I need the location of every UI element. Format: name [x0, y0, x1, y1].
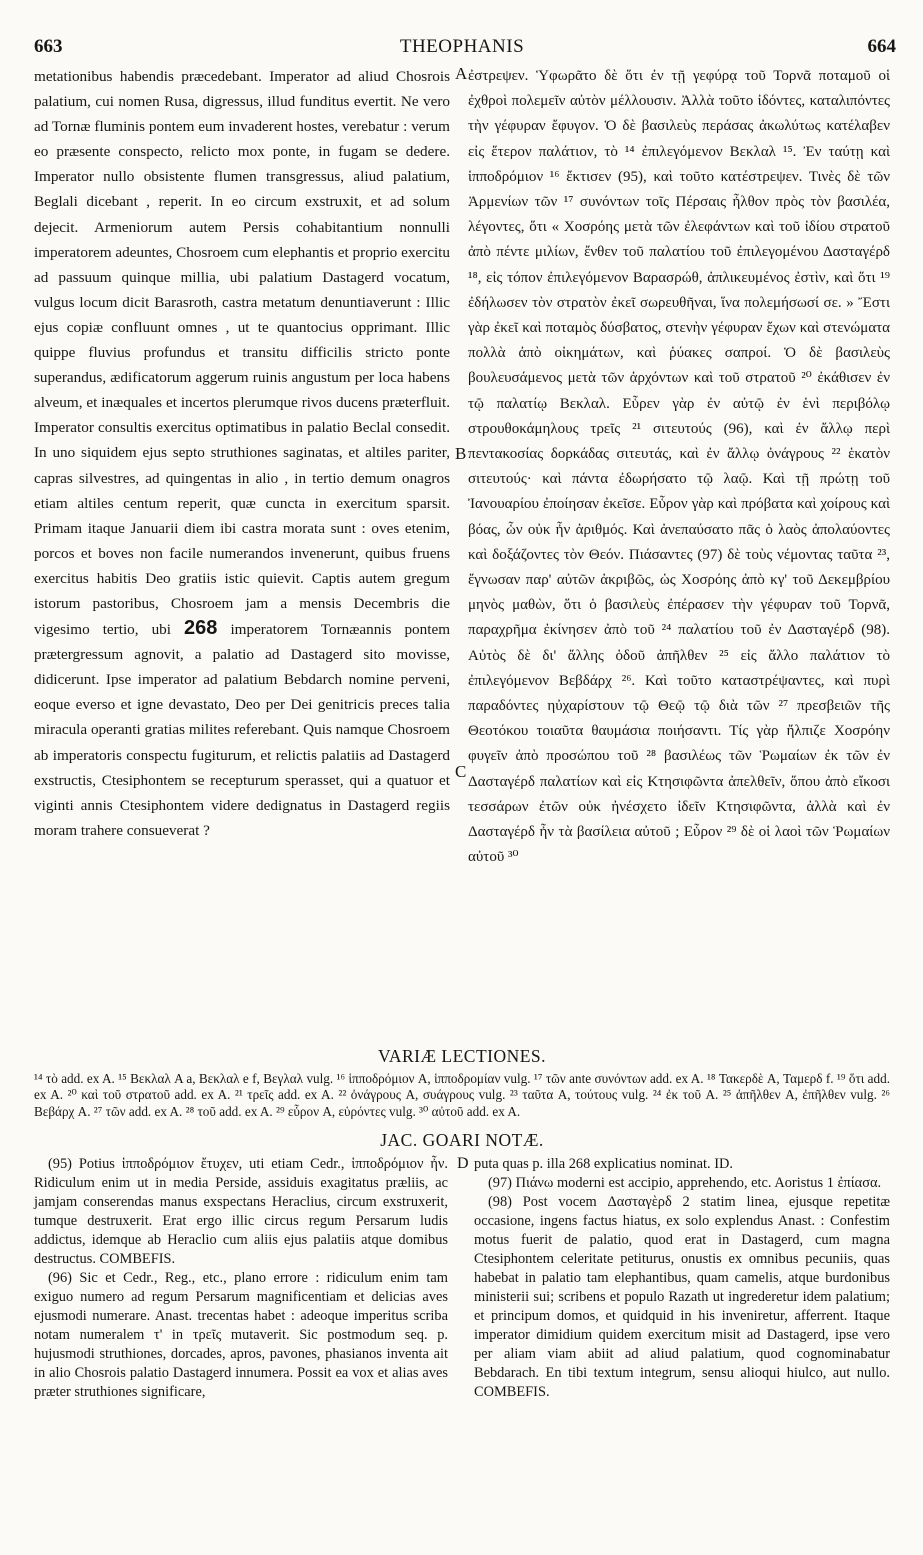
- greek-paragraph: ἐστρεψεν. Ὑφωρᾶτο δὲ ὅτι ἐν τῇ γεφύρᾳ τοῦ Τορνᾶ ποταμοῦ οἱ ἐχθροὶ πολεμεῖν αὐτὸν μέλλουσιν. Ἀλλὰ τοῦτο ἰδόντες, καταλιπόντες τὴν γέφυραν ἔφυγον. Ὁ δὲ βασιλεὺς περάσας ἀκωλύτως κατέλαβεν εἰς ἕτερον παλάτιον, τὸ ¹⁴ ἐπιλεγόμενον Βεκλαλ ¹⁵. Ἐν ταύτῃ καὶ ἱπποδρόμιον ¹⁶ ἔκτισεν (95), καὶ τοῦτο κατέστρεψεν. Τινὲς δὲ τῶν Ἀρμενίων τῶν ¹⁷ συνόντων τοῖς Πέρσαις ἦλθον πρὸς τὸν βασιλέα, λέγοντες, ὅτι « Χοσρόης μετὰ τῶν ἐλεφάντων καὶ τοῦ ἰδίου στρατοῦ ἀπὸ πέντε μιλίων, ἔνθεν τοῦ παλατίου τοῦ ἐπιλεγομένου Δασταγέρδ ¹⁸, εἰς τόπον ἐπιλεγόμενον Βαρασρώθ, ἀπλικευμένος ἐστὶν, καὶ ὅτι ¹⁹ ἐδήλωσεν τὸν στρατὸν ἐκεῖ σωρευθῆναι, ἵνα πολεμήσωσί σε. » Ἔστι γὰρ ἐκεῖ καὶ ποταμὸς δύσβατος, στενὴν γέφυραν ἔχων καὶ στενώματα πολλὰ ἀπὸ οἰκημάτων, καὶ ῥύακες σαπροί. Ὁ δὲ βασιλεὺς βουλευσάμενος μετὰ τῶν ἀρχόντων καὶ τοῦ στρατοῦ ²⁰ ἐκάθισεν ἐν τῷ παλατίῳ Βεκλαλ. Εὗρεν γὰρ ἐν αὐτῷ ἐν ἑνὶ περιβόλῳ στρουθοκάμηλους τρεῖς ²¹ σιτευτούς (96), καὶ ἐν ἄλλῳ περὶ πεντακοσίας δορκάδας σιτευτάς, καὶ ἐν ἄλλῳ ὀνάγρους ²² ἑκατὸν σιτευτούς· καὶ πάντα ἐδωρήσατο τῷ λαῷ. Καὶ τῇ πρώτῃ τοῦ Ἰανουαρίου ἐποίησαν ἐκεῖσε. Εὗρον γὰρ καὶ πρόβατα καὶ χοίρους καὶ βόας, ὧν οὐκ ἦν ἀριθμός. Καὶ ἀνεπαύσατο πᾶς ὁ λαὸς ἀπολαύοντες καὶ δοξάζοντες τὸν Θεόν. Πιάσαντες (97) δὲ τοὺς νέμοντας ταῦτα ²³, ἔγνωσαν παρ' αὐτῶν ἀκριβῶς, ὡς Χοσρόης ἀπὸ κγ' τοῦ Δεκεμβρίου μηνὸς μαθὼν, ὅτι ὁ βασιλεὺς ἐπέρασεν τὴν γέφυραν τοῦ Τορνᾶ, παραχρῆμα ἐκίνησεν ἀπὸ τοῦ ²⁴ παλατίου τοῦ ἐν Δασταγέρδ (98). Αὐτὸς δὲ δι' ἄλλης ὁδοῦ ἀπῆλθεν ²⁵ εἰς ἄλλο παλάτιον τὸ ἐπιλεγόμενον Βεβδάρχ ²⁶. Καὶ τοῦτο καταστρέψαντες, καὶ πυρὶ παραδόντες ηὐχαρίστουν τῷ Θεῷ τῷ διὰ τῶν ²⁷ πρεσβειῶν τῆς Θεοτόκου τοιαῦτα θαυμάσια ποιήσαντι. Τίς γὰρ ἤλπιζε Χοσρόην φυγεῖν ἀπὸ προσώπου τοῦ ²⁸ βασιλέως τῶν Ῥωμαίων ἐκ τῶν ἐν Δασταγέρδ παλατίων καὶ εἰς Κτησιφῶντα ἀπελθεῖν, ὅπου ἀπὸ εἴκοσι τεσσάρων ἐτῶν οὐκ ἠνέσχετο ἰδεῖν Κτησιφῶντα, ἀλλὰ καὶ ἐν Δασταγέρδ ἦν τὰ βασίλεια αὐτοῦ ; Εὗρον ²⁹ δὲ οἱ λαοὶ τῶν Ῥωμαίων αὐτοῦ ³⁰: [468, 68, 890, 866]
- margin-mark-c: C: [455, 762, 467, 781]
- greek-column: [468, 64, 890, 871]
- notes-columns: [34, 1155, 890, 1555]
- page: [34, 36, 896, 1555]
- note-95: (95) Potius ἱπποδρόμιον ἔτυχεν, uti etiam Cedr., ἱπποδρόμιον ἦν. Ridiculum enim ut in media Perside, assiduis exagitatus præliis, ac jamjam conserendas manus exspectans Heraclius, circum exstruxerit, tumque destruxerit. Erat ergo illic circus regum Persarum ludis addictus, idemque ab Heraclio cum aliis ejus palatiis atque domibus destructus. COMBEFIS.: [34, 1155, 448, 1267]
- variae-lectiones-text: ¹⁴ τὸ add. ex A. ¹⁵ Βεκλαλ A a, Βεκλαλ e f, Βεγλαλ vulg. ¹⁶ ἱπποδρόμιον A, ἱπποδρομίαν vulg. ¹⁷ τῶν ante συνόντων add. ex A. ¹⁸ Τακερδὲ A, Ταμερδ f. ¹⁹ ὅτι add. ex A. ²⁰ καὶ τοῦ στρατοῦ add. ex A. ²¹ τρεῖς add. ex A. ²² ὀνάγρους A, συάγρους vulg. ²³ ταῦτα A, τούτους vulg. ²⁴ ἐκ τοῦ A. ²⁵ ἀπῆλθεν A, ἐπῆλθεν vulg. ²⁶ Βεβάρχ A. ²⁷ τῶν add. ex A. ²⁸ τοῦ add. ex A. ²⁹ εὗρον A, εὑρόντες vulg. ³⁰ αὐτοῦ add. ex A.: [34, 1071, 890, 1119]
- margin-mark-b: B: [455, 444, 467, 463]
- notes-left-column: [34, 1155, 448, 1402]
- note-97: (97) Πιάνω moderni est accipio, apprehendo, etc. Aoristus 1 ἐπίασα.: [488, 1174, 882, 1191]
- latin-text-part-1: metationibus habendis præcedebant. Imperator ad aliud Chosrois palatium, cui nomen Rusa, digressus, illud funditus evertit. Ne vero ad Tornæ fluminis pontem eum invaderent hostes, verebatur : verum eo præsente conspecto, relicto mox ponte, in fugam se dedere. Imperator nullo obsistente flumen transgressus, aliud palatium, Beglali dicebant , reperit. In eo circum exstruxit, et ad solum dejecit. Armeniorum autem Persis cohabitantium nonnulli imperatorem adeuntes, Chosroem cum elephantis et proprio exercitu ad passuum quinque millia, ubi palatium Dastagerd vocatum, vulgus locum dicit Barasroth, castra metatum denuntiaverunt : Illic ejus copiæ confluunt omnes , ut te quantocius opprimant. Illic quippe fluvius profundus et transitu difficilis stricto ponte superandus, ædificatorum aggerum ruinis angustum per loca habens alveum, et inæquales et incertos plerumque rivos ducens præterfluit. Imperator consultis exercitus optimatibus in palatio Beclal consedit. In uno siquidem ejus septo struthiones saginatas, et altiles pariter, capras silvestres, ad quingentas in alio , in tertio demum onagros etiam altiles centum reperit, quæ cuncta in exercitum sparsit. Primam itaque Januarii diem ibi castra morata sunt : oves etenim, porcos et boves non facile numerandos invenerunt, quibus fruens exercitus habitis Deo gratiis istic quievit. Captis autem gregum istorum pastoribus, Chosroem jam a mensis Decembris die vigesimo tertio, ubi: [34, 68, 450, 639]
- main-text-columns: [34, 64, 890, 1036]
- running-title: THEOPHANIS: [399, 36, 525, 57]
- page-header: [34, 36, 896, 58]
- notes-right-column: [474, 1155, 890, 1402]
- variae-lectiones-heading: VARIÆ LECTIONES.: [377, 1046, 547, 1066]
- margin-mark-d: D: [457, 1154, 469, 1172]
- note-96: (96) Sic et Cedr., Reg., etc., plano errore : ridiculum enim tam exiguo numero ad regum Persarum magnificentiam et delicias aves ejusmodi numerare. Anast. trecentas habet : adeoque imperitus scriba notam numeralem τ' in τρεῖς mutaverit. Sic postmodum seq. p. hujusmodi struthiones, dorcades, apros, pavones, phasianos inventa ait in alio Chosrois palatio Dastagerd innumera. Possit ea vox et alias aves præter struthiones significare,: [34, 1269, 448, 1400]
- latin-paragraph: [34, 64, 450, 843]
- latin-text-part-2: imperatorem Tornæannis pontem prætergressum agnovit, a palatio ad Dastagerd sito movisse, didicerunt. Ipse imperator ad palatium Bebdarch nomine perveni, eoque everso et igne devastato, Deo per Dei genitricis preces talia miracula operanti gratias milites referebant. Quis namque Chosroem ab imperatoris conspectu fugiturum, et relictis palatiis ad Dastagerd exstructis, Ctesiphontem se recepturum sperasset, qui a quatuor et viginti annis Ctesiphontem videre dedignatus in Dastagerd regiis moram trahere consueverat ?: [34, 621, 451, 839]
- page-number-left: 663: [34, 36, 63, 57]
- notae-heading: JAC. GOARI NOTÆ.: [380, 1129, 544, 1150]
- page-reference-number: 268: [184, 617, 218, 640]
- note-98: (98) Post vocem Δασταγὲρδ 2 statim linea, ejusque repetitæ occasione, ingens factus hiatus, ex solo explendus Anast. : Confestim motus fuerit de palatio, quod erat in Dastagerd, cum magna Ctesiphontem celeritate petiturus, onustis ex omnibus pecuniis, quas habebat in palatio tam elephantibus, quam camelis, atque burdonibus ministerii sui; scribens et populo Razath ut ingrederetur idem palatium; et principum domos, et quidquid in his inveniretur, afferrent. Itaque imperator dimidium quidem exercitum misit ad Dastagerd, ipse vero per aliam viam abiit ad aliud palatium, quod cognominabatur Bebdarach. En tibi textum integrum, sensu alioqui hiulco, aut nullo. COMBEFIS.: [474, 1193, 890, 1400]
- page-number-right: 664: [867, 36, 896, 57]
- note-96-continued: puta quas p. illa 268 explicatius nominat. ID.: [474, 1155, 733, 1172]
- margin-mark-a: A: [455, 64, 468, 83]
- latin-column: [34, 64, 450, 843]
